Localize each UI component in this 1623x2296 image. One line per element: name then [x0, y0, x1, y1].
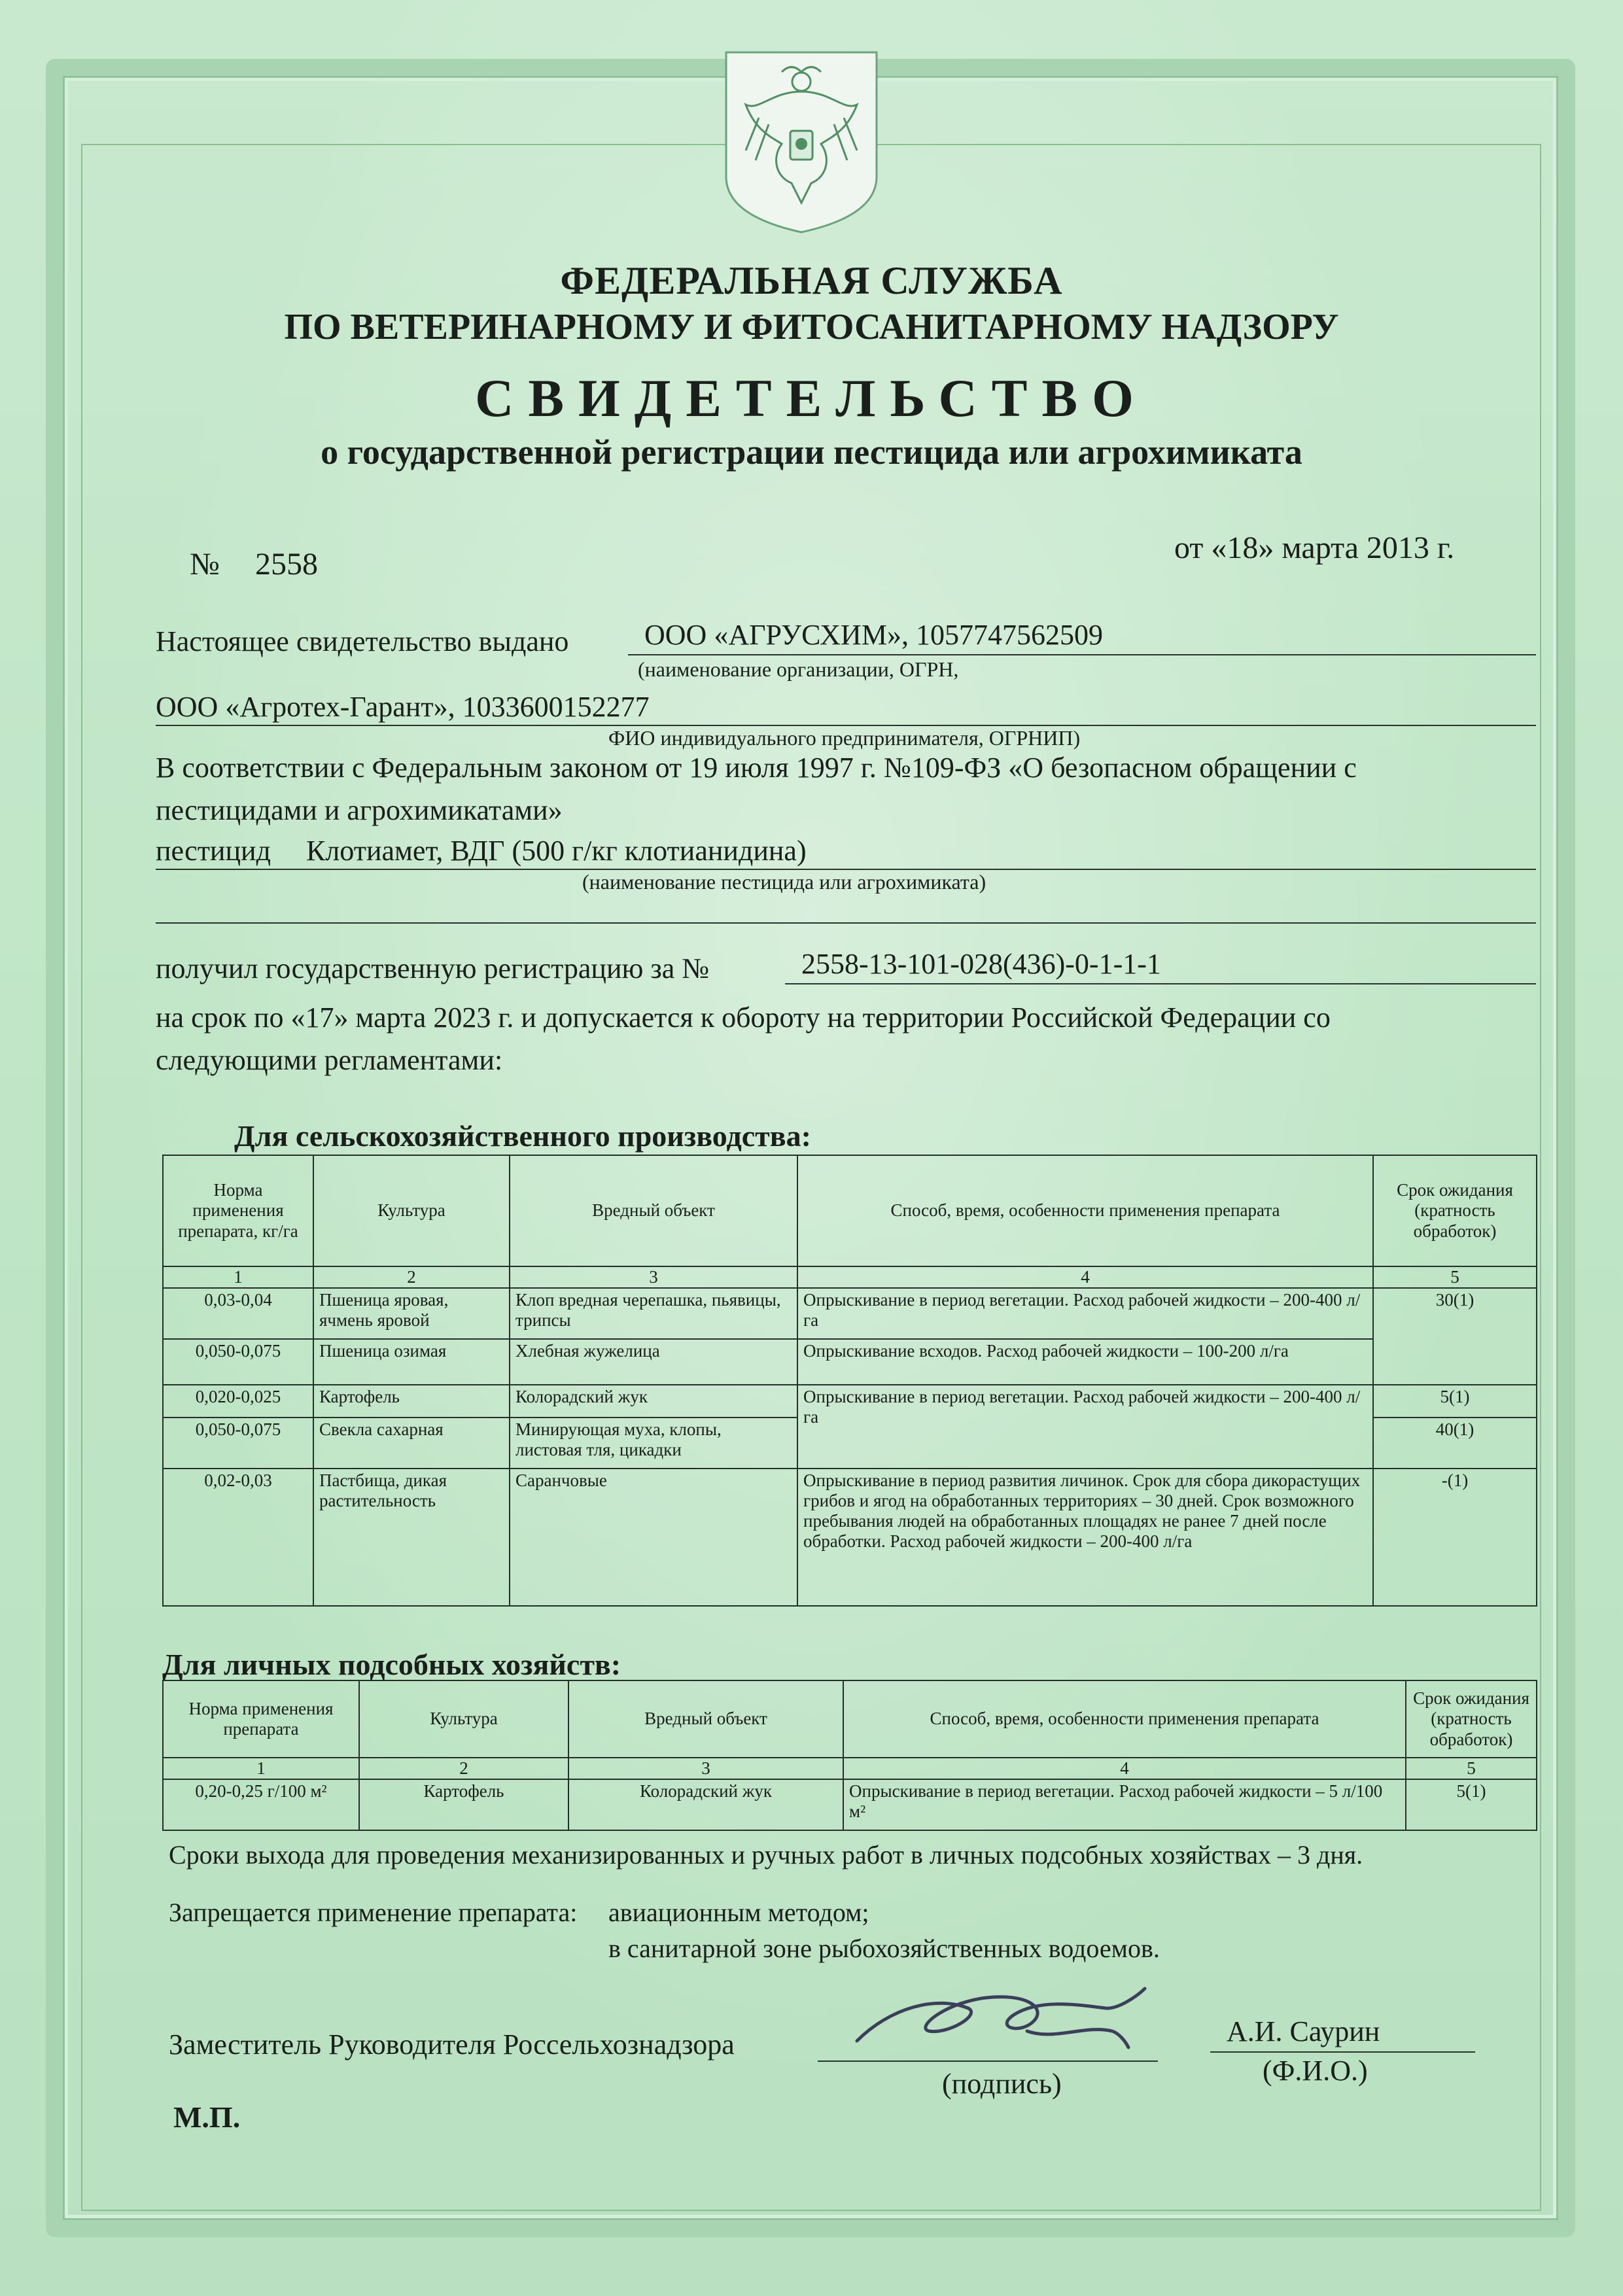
law-line-2: пестицидами и агрохимикатами»	[156, 794, 563, 826]
table-row	[163, 1779, 1537, 1830]
cell-wait: -(1)	[1373, 1469, 1537, 1606]
table-header-row	[163, 1680, 1537, 1758]
certificate-date: от «18» марта 2013 г.	[1174, 531, 1455, 565]
issued-value: ООО «АГРУСХИМ», 1057747562509	[644, 619, 1103, 651]
signatory-position: Заместитель Руководителя Россельхознадзора	[169, 2028, 735, 2061]
personal-regulations-table	[162, 1680, 1537, 1831]
column-number: 1	[163, 1266, 313, 1288]
column-number: 4	[843, 1758, 1406, 1779]
forbidden-label: Запрещается применение препарата:	[169, 1898, 578, 1927]
cell-wait: 30(1)	[1373, 1288, 1537, 1385]
header-rate: Норма применения препарата	[163, 1680, 359, 1758]
table-row	[163, 1288, 1537, 1339]
cell-pest: Хлебная жужелица	[510, 1339, 797, 1385]
table-number-row	[163, 1266, 1537, 1288]
cell-wait: 40(1)	[1373, 1418, 1537, 1469]
cell-pest: Клоп вредная черепашка, пьявицы, трипсы	[510, 1288, 797, 1339]
underline	[156, 922, 1536, 924]
issued-value-2: ООО «Агротех-Гарант», 1033600152277	[156, 691, 650, 723]
term-line-1: на срок по «17» марта 2023 г. и допускается к обороту на территории Российской Федерации со	[156, 1001, 1331, 1034]
table-row	[163, 1469, 1537, 1606]
header-wait: Срок ожидания (кратность обработок)	[1373, 1155, 1537, 1266]
cell-wait: 5(1)	[1406, 1779, 1537, 1830]
cell-crop: Свекла сахарная	[313, 1418, 510, 1469]
signature-caption: (подпись)	[942, 2068, 1062, 2100]
signature-line	[818, 2061, 1158, 2062]
cell-method: Опрыскивание в период развития личинок. Срок для сбора дикорастущих грибов и ягод на обработанных территориях – 30 дней. Срок возможного пребывания людей на обработанных площадях не ранее 7 дней после обработки. Расход рабочей жидкости – 200-400 л/га	[797, 1469, 1373, 1606]
registration-label: получил государственную регистрацию за №	[156, 952, 710, 984]
cell-crop: Картофель	[359, 1779, 568, 1830]
issued-label: Настоящее свидетельство выдано	[156, 625, 569, 657]
forbidden-item-1: авиационным методом;	[608, 1898, 869, 1927]
seal-place-label: М.П.	[173, 2100, 241, 2134]
header-pest: Вредный объект	[568, 1680, 843, 1758]
column-number: 5	[1373, 1266, 1537, 1288]
pesticide-caption: (наименование пестицида или агрохимиката)	[582, 870, 986, 894]
cell-rate: 0,03-0,04	[163, 1288, 313, 1339]
header-method: Способ, время, особенности применения препарата	[843, 1680, 1406, 1758]
table-number-row	[163, 1758, 1537, 1779]
document-subtitle: о государственной регистрации пестицида или агрохимиката	[321, 432, 1302, 472]
pesticide-label: пестицид	[156, 835, 271, 867]
cell-rate: 0,02-0,03	[163, 1469, 313, 1606]
header-crop: Культура	[359, 1680, 568, 1758]
header-pest: Вредный объект	[510, 1155, 797, 1266]
column-number: 4	[797, 1266, 1373, 1288]
header-rate: Норма применения препарата, кг/га	[163, 1155, 313, 1266]
cell-method: Опрыскивание в период вегетации. Расход рабочей жидкости – 200-400 л/га	[797, 1288, 1373, 1339]
forbidden-item-2: в санитарной зоне рыбохозяйственных водоемов.	[608, 1934, 1160, 1963]
header-method: Способ, время, особенности применения препарата	[797, 1155, 1373, 1266]
document-type: СВИДЕТЕЛЬСТВО	[475, 368, 1148, 428]
exit-terms-note: Сроки выхода для проведения механизированных и ручных работ в личных подсобных хозяйствах – 3 дня.	[169, 1840, 1363, 1870]
table-header-row	[163, 1155, 1537, 1266]
agri-regulations-table	[162, 1155, 1537, 1607]
column-number: 5	[1406, 1758, 1537, 1779]
table-row	[163, 1385, 1537, 1418]
cell-pest: Колорадский жук	[568, 1779, 843, 1830]
agency-line-1: ФЕДЕРАЛЬНАЯ СЛУЖБА	[560, 259, 1063, 302]
column-number: 3	[510, 1266, 797, 1288]
name-caption: (Ф.И.О.)	[1263, 2055, 1368, 2087]
signature-mark	[831, 1969, 1171, 2080]
registration-number: 2558-13-101-028(436)-0-1-1-1	[801, 948, 1161, 980]
cell-method: Опрыскивание в период вегетации. Расход рабочей жидкости – 5 л/100 м²	[843, 1779, 1406, 1830]
name-line	[1210, 2051, 1475, 2053]
cell-rate: 0,050-0,075	[163, 1339, 313, 1385]
number-label: №	[190, 547, 220, 582]
header-wait: Срок ожидания (кратность обработок)	[1406, 1680, 1537, 1758]
header-crop: Культура	[313, 1155, 510, 1266]
underline	[628, 654, 1536, 655]
cell-crop: Пшеница яровая, ячмень яровой	[313, 1288, 510, 1339]
cell-pest: Саранчовые	[510, 1469, 797, 1606]
issued-caption-2: ФИО индивидуального предпринимателя, ОГРНИП)	[608, 726, 1081, 750]
cell-method: Опрыскивание в период вегетации. Расход рабочей жидкости – 200-400 л/га	[797, 1385, 1373, 1469]
agri-section-title: Для сельскохозяйственного производства:	[234, 1119, 811, 1153]
table-row	[163, 1339, 1537, 1385]
cell-rate: 0,050-0,075	[163, 1418, 313, 1469]
column-number: 2	[359, 1758, 568, 1779]
issued-caption-1: (наименование организации, ОГРН,	[638, 657, 959, 681]
law-line-1: В соответствии с Федеральным законом от 19 июля 1997 г. №109-ФЗ «О безопасном обращении с	[156, 752, 1357, 784]
coat-of-arms-icon	[720, 46, 883, 235]
cell-rate: 0,20-0,25 г/100 м²	[163, 1779, 359, 1830]
cell-crop: Пастбища, дикая растительность	[313, 1469, 510, 1606]
column-number: 1	[163, 1758, 359, 1779]
personal-section-title: Для личных подсобных хозяйств:	[162, 1648, 621, 1681]
certificate-number: 2558	[255, 547, 318, 582]
cell-crop: Картофель	[313, 1385, 510, 1418]
cell-method: Опрыскивание всходов. Расход рабочей жидкости – 100-200 л/га	[797, 1339, 1373, 1385]
column-number: 2	[313, 1266, 510, 1288]
cell-rate: 0,020-0,025	[163, 1385, 313, 1418]
agency-line-2: ПО ВЕТЕРИНАРНОМУ И ФИТОСАНИТАРНОМУ НАДЗОРУ	[284, 307, 1339, 347]
cell-pest: Минирующая муха, клопы, листовая тля, цикадки	[510, 1418, 797, 1469]
pesticide-value: Клотиамет, ВДГ (500 г/кг клотианидина)	[306, 835, 807, 867]
column-number: 3	[568, 1758, 843, 1779]
underline	[785, 983, 1536, 984]
cell-crop: Пшеница озимая	[313, 1339, 510, 1385]
signatory-name: А.И. Саурин	[1227, 2015, 1380, 2047]
term-line-2: следующими регламентами:	[156, 1044, 503, 1076]
cell-wait: 5(1)	[1373, 1385, 1537, 1418]
cell-pest: Колорадский жук	[510, 1385, 797, 1418]
